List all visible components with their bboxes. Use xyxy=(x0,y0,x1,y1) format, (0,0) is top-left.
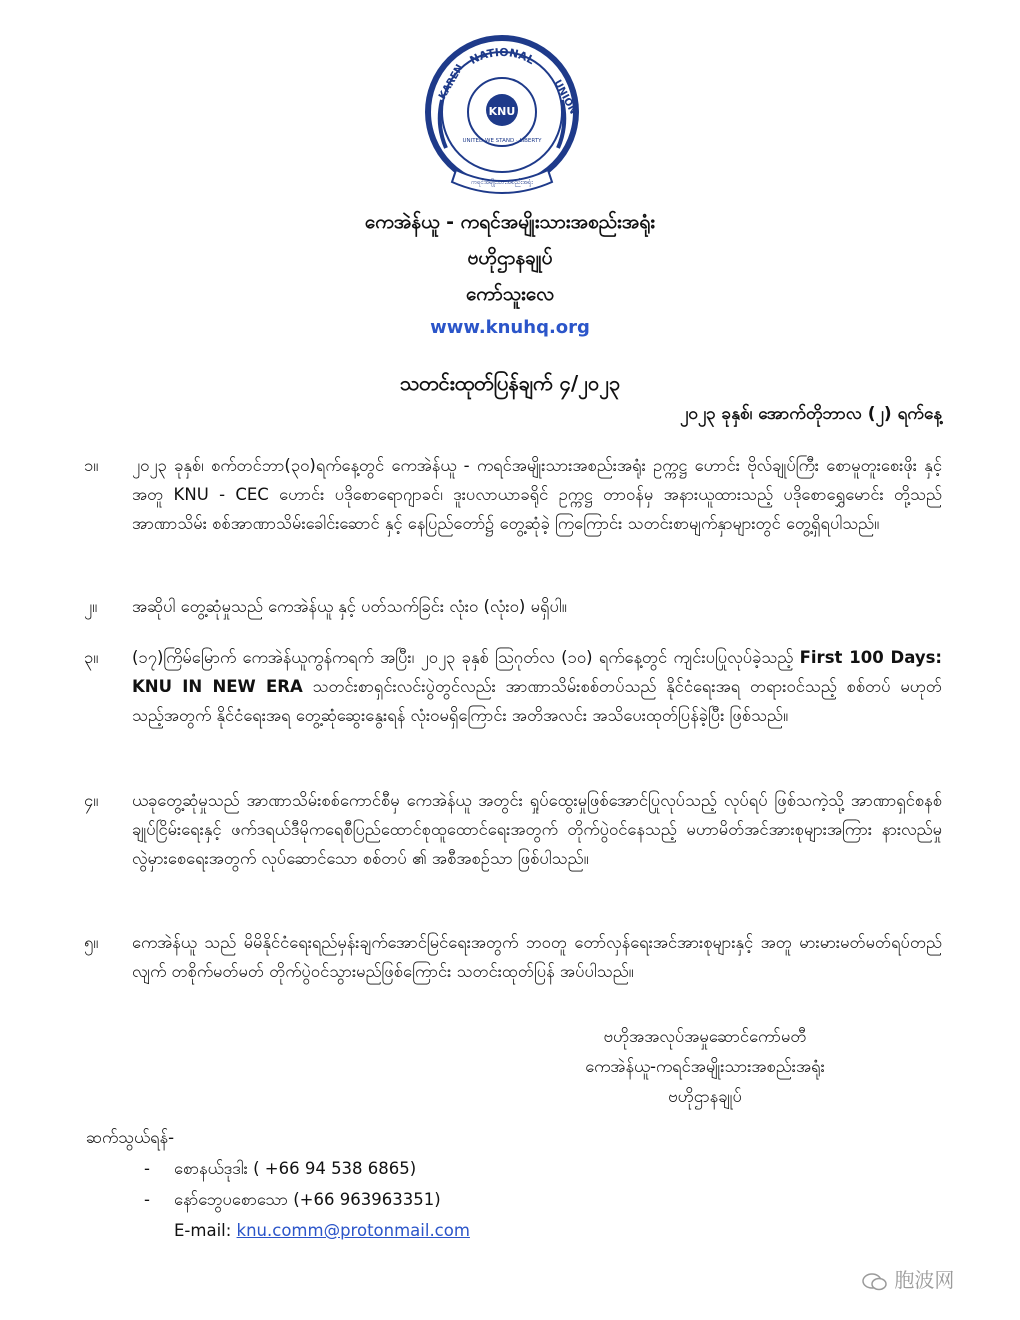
paragraph-text: အဆိုပါ တွေ့ဆုံမှုသည် ကေအဲန်ယူ နှင့် ပတ်သက်ခြင်း လုံး၀ (လုံး၀) မရှိပါ။ xyxy=(132,597,567,616)
paragraph-2 xyxy=(84,592,942,621)
watermark-text: 胞波网 xyxy=(894,1268,955,1292)
paragraph-3 xyxy=(84,643,942,730)
wechat-icon xyxy=(862,1272,888,1292)
paragraph-5 xyxy=(84,928,942,986)
signature-block xyxy=(540,1022,870,1112)
signature-line: ဗဟိုဌာနချုပ် xyxy=(668,1087,742,1106)
paragraph-number: ၄။ xyxy=(84,791,99,810)
paragraph-number: ၃။ xyxy=(84,648,99,667)
logo-right-text: UNION xyxy=(551,78,579,117)
paragraph-text-part: (၁၇)ကြိမ်မြောက် ကေအဲန်ယူကွန်ကရက် အပြီး၊ ၂၀၂၃ ခုနှစ် ဩဂုတ်လ (၁၀) ရက်နေ့တွင် ကျင်းပပြုလုပ်ခဲ့သည့် xyxy=(132,648,800,667)
paragraph-4 xyxy=(84,786,942,873)
contact-person-2: နော်ဘွေပစောသော (+66 963963351) xyxy=(174,1190,441,1209)
signature-line: ကေအဲန်ယူ-ကရင်အမျိုးသားအစည်းအရုံး xyxy=(585,1057,825,1076)
email-label: E-mail: xyxy=(174,1221,237,1240)
signature-line: ဗဟိုအအလုပ်အမှုဆောင်ကော်မတီ xyxy=(603,1027,807,1046)
svg-text:NATIONAL xyxy=(468,46,537,67)
paragraph-number: ၁။ xyxy=(84,456,99,475)
statement-title: သတင်းထုတ်ပြန်ချက် ၄/၂၀၂၃ xyxy=(399,371,621,395)
bullet-dash: - xyxy=(144,1190,150,1209)
statement-date: ၂၀၂၃ ခုနှစ်၊ အောက်တိုဘာလ (၂) ရက်နေ့ xyxy=(679,404,942,424)
contact-block xyxy=(86,1122,470,1246)
email-link[interactable]: knu.comm@protonmail.com xyxy=(236,1221,470,1240)
bullet-dash: - xyxy=(144,1159,150,1178)
website-link[interactable]: www.knuhq.org xyxy=(430,317,590,338)
paragraph-text xyxy=(132,643,942,730)
contact-label: ဆက်သွယ်ရန်- xyxy=(86,1128,175,1147)
paragraph-text: ၂၀၂၃ ခုနှစ်၊ စက်တင်ဘာ(၃၀)ရက်နေ့တွင် ကေအဲန်ယူ - ကရင်အမျိုးသားအစည်းအရုံး ဥက္ကဋ္ဌ ဟောင်း ဗိုလ်ချုပ်ကြီး စောမူတူးစေးဖိုး နှင့် အတူ KNU - CEC ဟောင်း ပဒိုစောရောဂျာခင်၊ ဒူးပလာယာခရိုင် ဥက္ကဋ္ဌ တာဝန်မှ အနားယူထားသည့် ပဒိုစောရွှေမောင်း တို့သည် အာဏာသိမ်း စစ်အာဏာသိမ်းခေါင်းဆောင် နှင့် နေပြည်တော်၌ တွေ့ဆုံခဲ့ ကြကြောင်း သတင်းစာမျက်နှာများတွင် တွေ့ရှိရပါသည်။ xyxy=(132,456,942,533)
org-name: ကေအဲန်ယူ - ကရင်အမျိုးသားအစည်းအရုံး xyxy=(364,211,656,233)
logo-top-text: NATIONAL xyxy=(467,45,537,68)
logo-center-text: KNU xyxy=(488,105,516,118)
logo-left-text: KAREN xyxy=(437,62,466,102)
press-conference-title: First 100 Days: KNU IN NEW ERA xyxy=(132,648,942,696)
contact-person-1: စောနယ်ဒုဒါး ( +66 94 538 6865) xyxy=(174,1159,417,1178)
department: ဗဟိုဌာနချုပ် xyxy=(467,247,553,269)
paragraph-number: ၅။ xyxy=(84,933,99,952)
location: ကော်သူးလေ xyxy=(465,283,555,305)
logo-ribbon-text: ကရင်အမျိုးသားအစည်းအရုံး xyxy=(471,179,533,186)
paragraph-number: ၂။ xyxy=(84,597,98,616)
logo-motto: UNITED WE STAND · LIBERTY xyxy=(462,138,542,144)
paragraph-text: ယခုတွေ့ဆုံမှုသည် အာဏာသိမ်းစစ်ကောင်စီမှ ကေအဲန်ယူ အတွင်း ရှုပ်ထွေးမှုဖြစ်အောင်ပြုလုပ်သည့် လုပ်ရပ် ဖြစ်သကဲ့သို့ အာဏာရှင်စနစ်ချုပ်ငြိမ်းရေးနှင့် ဖက်ဒရယ်ဒီမိုကရေစီပြည်ထောင်စုထူထောင်ရေးအတွက် တိုက်ပွဲဝင်နေသည့် မဟာမိတ်အင်အားစုများအကြား နားလည်မှုလွဲမှားစေရေးအတွက် လုပ်ဆောင်သော စစ်တပ် ၏ အစီအစဉ်သာ ဖြစ်ပါသည်။ xyxy=(132,791,942,868)
knu-logo xyxy=(416,30,588,202)
paragraph-1 xyxy=(84,451,942,538)
paragraph-text: ကေအဲန်ယူ သည် မိမိနိုင်ငံရေးရည်မှန်းချက်အောင်မြင်ရေးအတွက် ဘ၀တူ တော်လှန်ရေးအင်အားစုများနှင့် အတူ မားမားမတ်မတ်ရပ်တည်လျက် တစိုက်မတ်မတ် တိုက်ပွဲဝင်သွားမည်ဖြစ်ကြောင်း သတင်းထုတ်ပြန် အပ်ပါသည်။ xyxy=(132,933,942,981)
watermark xyxy=(862,1264,954,1293)
paragraph-text-part: သတင်းစာရှင်းလင်းပွဲတွင်လည်း အာဏာသိမ်းစစ်တပ်သည် နိုင်ငံရေးအရ တရားဝင်သည့် စစ်တပ် မဟုတ် သည့်အတွက် နိုင်ငံရေးအရ တွေ့ဆုံဆွေးနွေးရန် လုံး၀မရှိကြောင်း အတိအလင်း အသိပေးထုတ်ပြန်ခဲ့ပြီး ဖြစ်သည်။ xyxy=(132,677,942,725)
